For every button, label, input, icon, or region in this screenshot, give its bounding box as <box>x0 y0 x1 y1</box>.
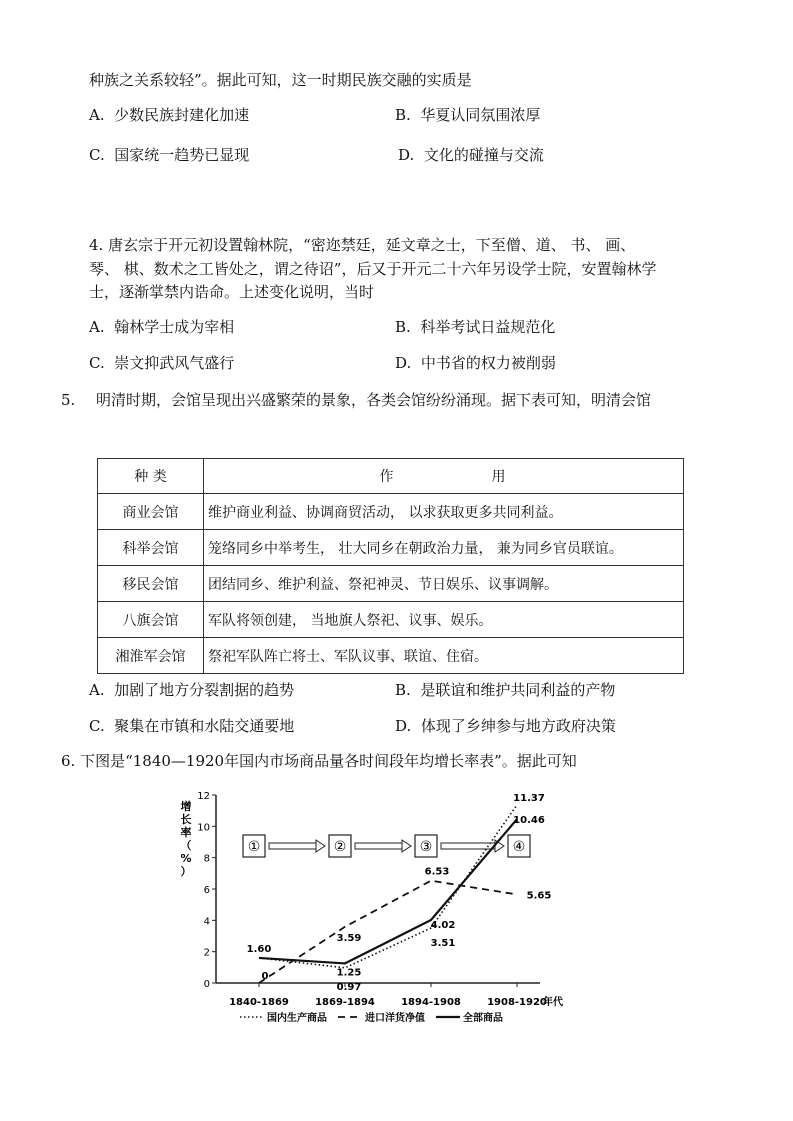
y-tick-label: 10 <box>197 822 210 834</box>
data-label: 0 <box>261 971 269 982</box>
q5-table-effect: 笼络同乡中举考生， 壮大同乡在朝政治力量， 兼为同乡官员联谊。 <box>204 530 684 566</box>
chart-xlabel: 年代 <box>543 997 563 1008</box>
data-label: 1.25 <box>336 967 362 979</box>
q4-option-d-text: 中书省的权力被削弱 <box>420 354 556 372</box>
data-label: 10.46 <box>513 815 545 827</box>
chart-ylabel-char: ） <box>180 865 192 878</box>
q5-option-d <box>395 716 616 736</box>
q5-table-kind: 八旗会馆 <box>98 602 204 638</box>
data-label: 5.65 <box>526 890 552 902</box>
chart-ylabel-char: % <box>180 852 192 865</box>
q4-option-c-label: C. <box>89 354 105 372</box>
chart-axes <box>197 791 564 1008</box>
q5-option-c-label: C. <box>89 717 105 735</box>
stage-arrow-shaft <box>269 843 317 849</box>
chart-ylabel-char: 增 <box>180 800 192 813</box>
q5-table-kind: 移民会馆 <box>98 566 204 602</box>
chart-legend <box>240 1011 503 1024</box>
q5-stem: 明清时期，会馆呈现出兴盛繁荣的景象，各类会馆纷纷涌现。据下表可知，明清会馆 <box>96 391 652 409</box>
stage-marker-label: ① <box>247 839 261 855</box>
q5-option-a-text: 加剧了地方分裂割据的趋势 <box>114 681 295 699</box>
q3-option-b-text: 华夏认同氛围浓厚 <box>420 106 541 124</box>
q4-option-b <box>395 317 555 337</box>
series-line-solid <box>259 819 517 963</box>
line-chart <box>0 780 793 1080</box>
q4-option-d-label: D. <box>395 354 412 372</box>
q4-stem-line-1: 4. 唐玄宗于开元初设置翰林院，“密迩禁廷，延文章之士，下至僧、道、 书、 画、 <box>89 236 636 254</box>
x-tick-label: 1894-1908 <box>401 997 461 1008</box>
stage-marker-label: ② <box>333 839 347 855</box>
stage-marker-label: ④ <box>512 839 526 855</box>
stage-marker-label: ③ <box>419 839 433 855</box>
q4-option-d <box>395 353 556 373</box>
x-tick-label: 1908-1920 <box>487 997 547 1008</box>
chart-ylabel-char: （ <box>180 839 192 852</box>
chart-ylabel-char: 长 <box>180 813 192 826</box>
stage-arrow-head <box>402 840 411 852</box>
legend-entry: 国内生产商品 <box>267 1013 327 1024</box>
stage-arrow-head <box>316 840 325 852</box>
data-label: 1.60 <box>246 943 272 955</box>
q3-option-d-text: 文化的碰撞与交流 <box>423 146 544 164</box>
q3-option-a-text: 少数民族封建化加速 <box>114 106 250 124</box>
data-label: 6.53 <box>424 866 450 878</box>
x-tick-label: 1869-1894 <box>315 997 375 1008</box>
y-tick-label: 2 <box>203 947 210 959</box>
q5-table-effect: 军队将领创建， 当地旗人祭祀、议事、娱乐。 <box>204 602 684 638</box>
q4-option-c <box>89 353 234 373</box>
q3-option-c-label: C. <box>89 146 105 164</box>
data-label: 3.51 <box>430 938 456 950</box>
q5-option-b <box>395 680 615 700</box>
y-tick-label: 4 <box>203 916 210 928</box>
q5-table <box>97 458 684 674</box>
q5-table-header-effect: 作 用 <box>204 459 684 494</box>
y-tick-label: 0 <box>203 979 210 990</box>
data-label: 3.59 <box>336 932 362 944</box>
q5-table-kind: 科举会馆 <box>98 530 204 566</box>
q5-table-kind: 湘淮军会馆 <box>98 638 204 674</box>
q3-option-b-label: B. <box>395 106 411 124</box>
q4-option-b-label: B. <box>395 318 411 336</box>
table-row <box>98 638 684 674</box>
y-tick-label: 8 <box>203 853 210 865</box>
q5-table-kind: 商业会馆 <box>98 494 204 530</box>
q3-option-a-label: A. <box>89 106 105 124</box>
q4-option-b-text: 科举考试日益规范化 <box>420 318 556 336</box>
chart-data-labels <box>247 793 552 993</box>
y-tick-label: 12 <box>197 791 210 802</box>
y-tick-label: 6 <box>203 885 210 896</box>
q4-option-a-label: A. <box>89 318 105 336</box>
q4-option-a <box>89 317 234 337</box>
q3-stem-tail: 种族之关系较轻”。据此可知，这一时期民族交融的实质是 <box>89 71 472 89</box>
q5-option-c <box>89 716 294 736</box>
q5-table-effect: 维护商业利益、协调商贸活动， 以求获取更多共同利益。 <box>204 494 684 530</box>
q5-table-effect: 团结同乡、维护利益、祭祀神灵、节日娱乐、议事调解。 <box>204 566 684 602</box>
x-tick-label: 1840-1869 <box>229 997 289 1008</box>
q5-table-header-row <box>98 459 684 494</box>
q5-option-b-label: B. <box>395 681 411 699</box>
q4-option-a-text: 翰林学士成为宰相 <box>114 318 235 336</box>
q3-option-d <box>398 145 544 165</box>
q5-option-d-text: 体现了乡绅参与地方政府决策 <box>420 717 616 735</box>
chart-series <box>259 805 517 983</box>
data-label: 11.37 <box>513 792 545 804</box>
q3-option-c-text: 国家统一趋势已显现 <box>114 146 250 164</box>
q5-option-a-label: A. <box>89 681 105 699</box>
q5-table-header-kind: 种 类 <box>98 459 204 494</box>
q5-number: 5. <box>61 391 76 409</box>
legend-entry: 全部商品 <box>463 1013 503 1024</box>
q3-option-b <box>395 105 540 125</box>
stage-arrow-shaft <box>355 843 403 849</box>
table-row <box>98 530 684 566</box>
q5-option-b-text: 是联谊和维护共同利益的产物 <box>420 681 616 699</box>
series-line-dotted <box>259 805 517 968</box>
q5-option-c-text: 聚集在市镇和水陆交通要地 <box>114 717 295 735</box>
table-row <box>98 602 684 638</box>
q3-option-d-label: D. <box>398 146 415 164</box>
q3-option-a <box>89 105 249 125</box>
q4-stem-line-2: 琴、 棋、数术之工皆处之，谓之待诏”，后又于开元二十六年另设学士院，安置翰林学 <box>89 260 657 278</box>
q3-option-c <box>89 145 249 165</box>
table-row <box>98 494 684 530</box>
data-label: 4.02 <box>430 920 456 932</box>
series-line-dashed <box>259 881 517 983</box>
legend-entry: 进口洋货净值 <box>365 1013 425 1024</box>
table-row <box>98 566 684 602</box>
q4-option-c-text: 崇文抑武风气盛行 <box>114 354 235 372</box>
data-label: 0.97 <box>336 981 362 993</box>
chart-ylabel-char: 率 <box>180 826 192 839</box>
q5-option-a <box>89 680 294 700</box>
q5-option-d-label: D. <box>395 717 412 735</box>
q5-table-effect: 祭祀军队阵亡将士、军队议事、联谊、住宿。 <box>204 638 684 674</box>
q4-stem-line-3: 士，逐渐掌禁内诰命。上述变化说明，当时 <box>89 283 375 301</box>
q6-stem: 6. 下图是“1840—1920年国内市场商品量各时间段年均增长率表”。据此可知 <box>61 752 577 770</box>
